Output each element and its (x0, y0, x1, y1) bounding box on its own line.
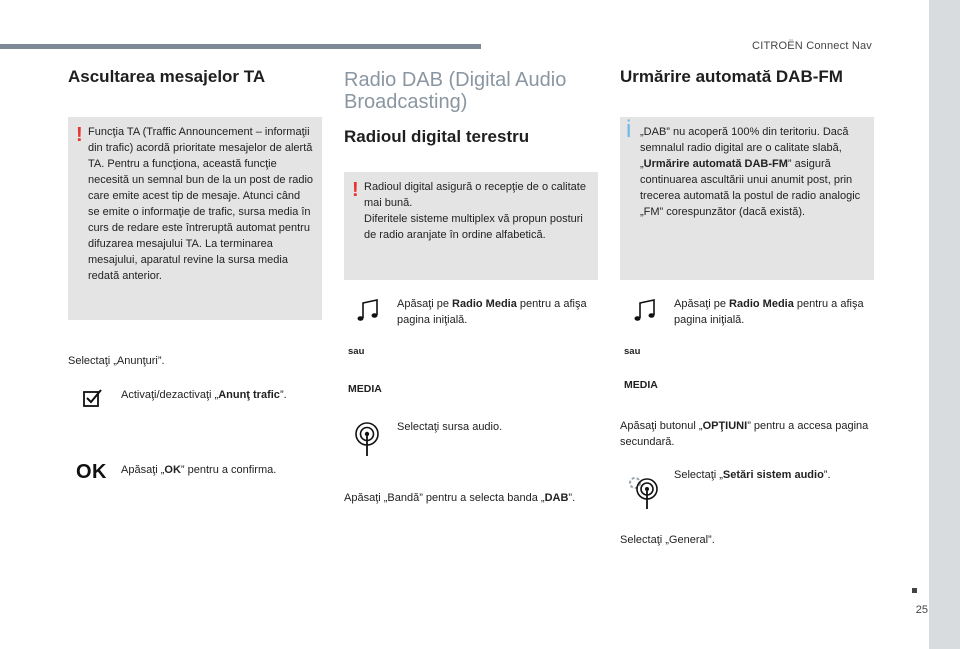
or-label: sau (624, 346, 641, 357)
music-note-icon (355, 298, 381, 324)
options-instruction: Apăsaţi butonul „OPŢIUNI” pentru a accesa pagina secundară. (620, 420, 869, 448)
select-source-instruction: Selectaţi sursa audio. (397, 421, 503, 433)
media-label: MEDIA (624, 379, 658, 391)
info-box-dab-fm (620, 117, 874, 280)
warning-text: Radioul digital asigură o recepţie de o calitate mai bună. Diferitele sisteme multiplex vă propun posturi de radio aranjate în ordine alfabetică. (364, 181, 586, 241)
info-text: „DAB” nu acoperă 100% din teritoriu. Dacă semnalul radio digital are o calitate slabă, „Urmărire automată DAB-FM” asigură continuarea ascultării unui anumit post, prin trecerea automată la postul de radio analogic „FM” corespunzător (dacă există). (640, 126, 861, 218)
media-label: MEDIA (348, 383, 382, 395)
checkbox-icon (82, 388, 102, 408)
page-nav-marker (912, 588, 917, 593)
header-rule (0, 44, 481, 49)
select-general-text: Selectaţi „General”. (620, 534, 715, 546)
music-note-icon (632, 298, 658, 324)
radio-settings-icon (624, 474, 664, 510)
page-number: 25 (915, 604, 928, 616)
section-title-ta: Ascultarea mesajelor TA (68, 67, 266, 86)
warning-box-ta (68, 117, 322, 320)
warning-box-dab (344, 172, 598, 280)
toggle-traffic-instruction: Activaţi/dezactivaţi „Anunţ trafic”. (121, 389, 287, 401)
select-announcements-text: Selectaţi „Anunţuri”. (68, 355, 165, 367)
or-label: sau (348, 346, 365, 357)
warning-text: Funcţia TA (Traffic Announcement – informaţii din trafic) acordă prioritate mesajelor de alertă TA. Pentru a funcţiona, această funcţie necesită un semnal bun de la un post de radio care emite acest tip de mesaje. Atunci când se emite o informaţie de trafic, sursa media în curs de redare este întreruptă automat pentru difuzarea mesajului TA. La terminarea mesajului, aparatul revine la sursa media redată anterior. (88, 126, 314, 282)
subsection-title-digital: Radioul digital terestru (344, 127, 530, 146)
radio-media-instruction: Apăsaţi pe Radio Media pentru a afişa pagina iniţială. (674, 298, 864, 326)
brand-header: CITROËN Connect Nav (752, 40, 872, 52)
confirm-instruction: Apăsaţi „OK” pentru a confirma. (121, 464, 277, 476)
audio-settings-instruction: Selectaţi „Setări sistem audio”. (674, 469, 831, 481)
section-title-dab-fm: Urmărire automată DAB-FM (620, 67, 843, 86)
info-icon: i (626, 116, 632, 143)
section-title-dab: Radio DAB (Digital Audio Broadcasting) (344, 69, 567, 113)
radio-media-instruction: Apăsaţi pe Radio Media pentru a afişa pagina iniţială. (397, 298, 587, 326)
ok-button-icon: OK (76, 461, 107, 483)
warning-icon: ! (76, 124, 83, 146)
warning-icon: ! (352, 179, 359, 201)
radio-antenna-icon (354, 421, 380, 457)
band-instruction: Apăsaţi „Bandă” pentru a selecta banda „DAB”. (344, 492, 576, 504)
page-side-band (929, 0, 960, 649)
